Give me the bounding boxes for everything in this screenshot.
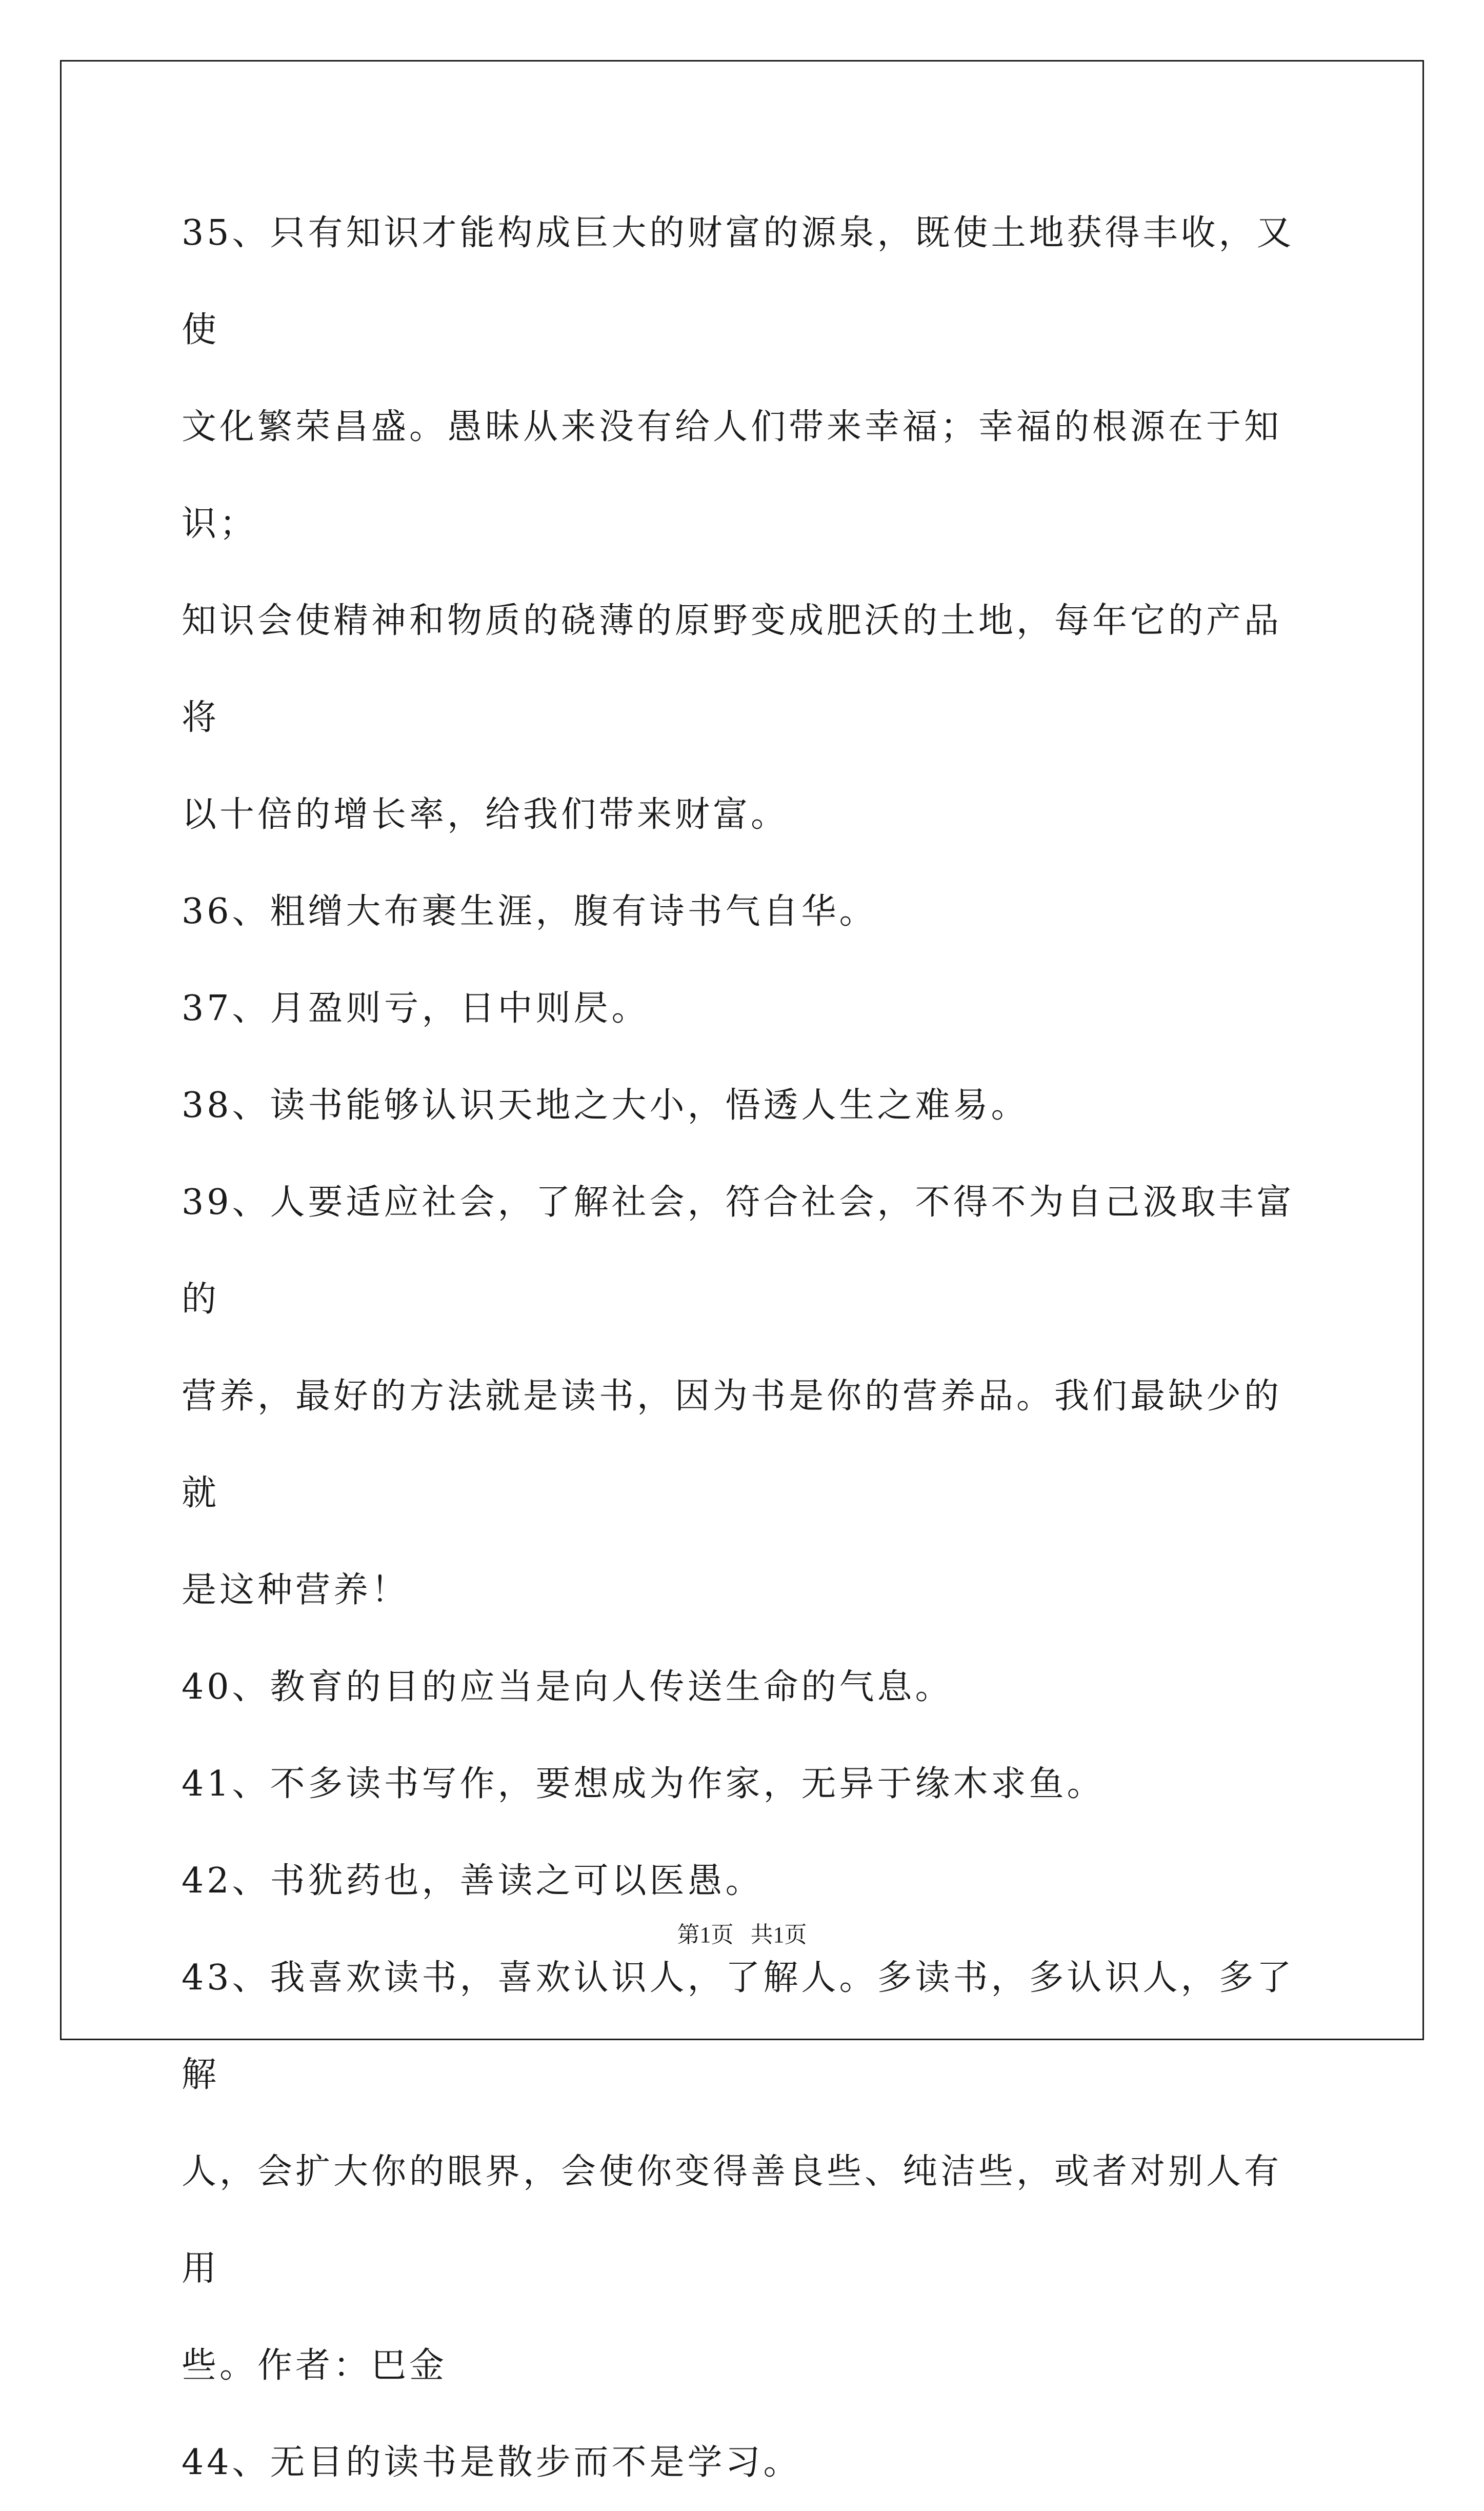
quote-entry-43: 43、我喜欢读书，喜欢认识人，了解人。多读书，多认识人，多了解 人，会扩大你的眼界，会使你变得善良些、纯洁些，或者对别人有用 些。作者：巴金 <box>182 1958 1295 2386</box>
quote-entry-44: 44、无目的读书是散步而不是学习。 <box>182 2442 801 2483</box>
quote-entry-42: 42、书犹药也，善读之可以医愚。 <box>182 1861 764 1901</box>
document-body <box>182 185 1310 2511</box>
page-number-footer: 第1页 共1页 <box>677 1922 807 1947</box>
quote-entry-39: 39、人要适应社会，了解社会，符合社会，不得不为自己汲取丰富的 营养，最好的方法就是读书，因为书是你的营养品。我们最缺少的就 是这种营养！ <box>182 1182 1295 1610</box>
quote-entry-41: 41、不多读书写作，要想成为作家，无异于缘木求鱼。 <box>182 1764 1105 1804</box>
quote-entry-35: 35、只有知识才能构成巨大的财富的源泉，既使土地获得丰收，又使 文化繁荣昌盛。愚昧从来没有给人们带来幸福；幸福的根源在于知识； 知识会使精神和物质的硗薄的原野变成肥沃的土地，每年它的产品将 以十倍的增长率，给我们带来财富。 <box>182 213 1295 835</box>
quote-entry-38: 38、读书能够认识天地之大小，悟透人生之难易。 <box>182 1085 1029 1126</box>
quote-entry-40: 40、教育的目的应当是向人传送生命的气息。 <box>182 1667 953 1707</box>
quote-entry-37: 37、月盈则亏，日中则昃。 <box>182 988 650 1029</box>
quote-entry-36: 36、粗缯大布裹生涯，腹有诗书气自华。 <box>182 891 877 932</box>
